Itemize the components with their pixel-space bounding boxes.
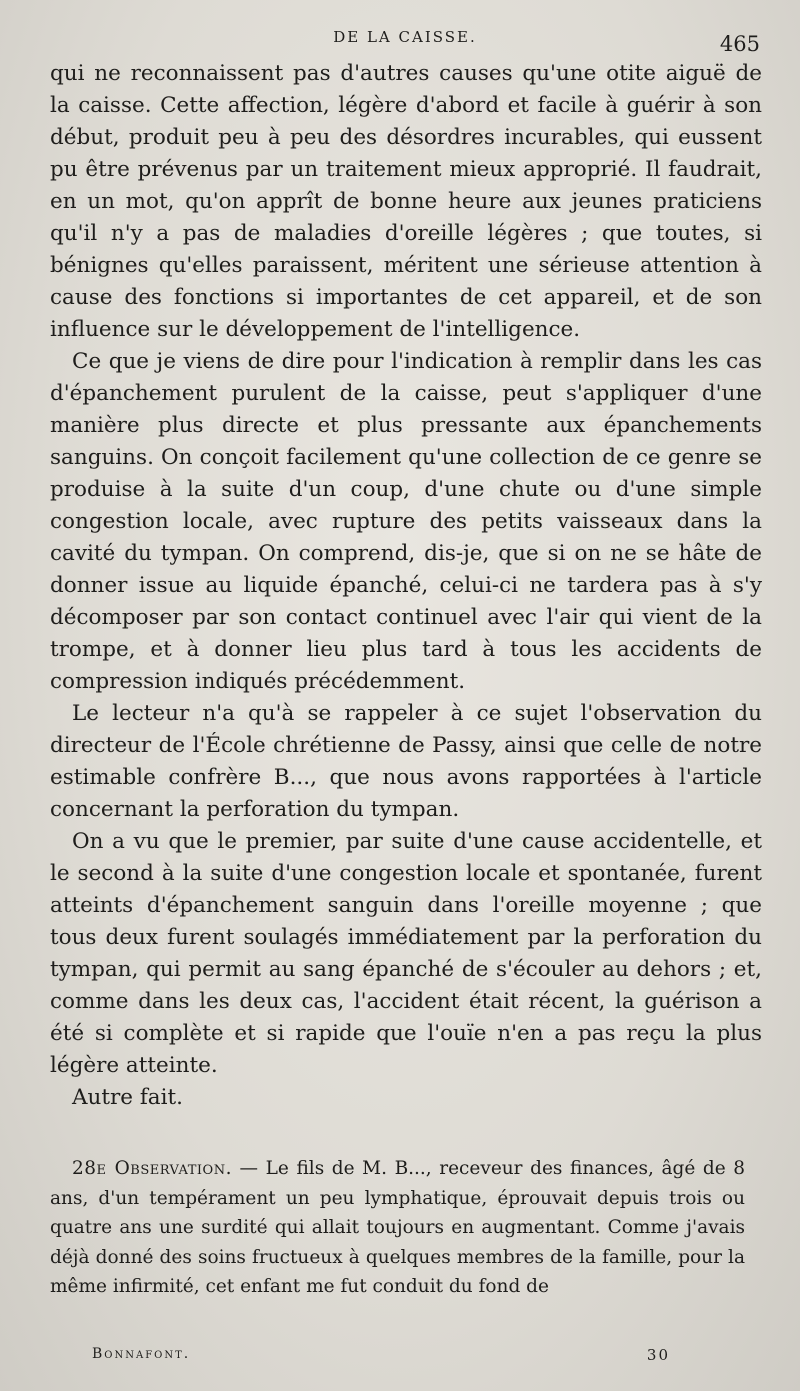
signature-line xyxy=(92,1346,670,1362)
paragraph-autre-fait: Autre fait. xyxy=(72,1085,183,1110)
observation-28 xyxy=(50,1154,745,1302)
paragraph-premier-second: On a vu que le premier, par suite d'une cause accidentelle, et le second à la suite d'une congestion locale et spontanée, furent atteints d'épanchement sanguin dans l'oreille moyenne ; que tous deux furent soulagés immédiatement par la perforation du tympan, qui permit au sang épanché de s'écouler au dehors ; et, comme dans les deux cas, l'accident était récent, la guérison a été si complète et si rapide que l'ouïe n'en a pas reçu la plus légère atteinte. xyxy=(50,829,762,1078)
running-head xyxy=(50,22,760,58)
observation-text: — Le fils de M. B..., receveur des finances, âgé de 8 ans, d'un tempérament un peu lymphatique, éprouvait depuis trois ou quatre ans une surdité qui allait toujours en augmentant. Comme j'avais déjà donné des soins fructueux à quelques membres de la famille, pour la même infirmité, cet enfant me fut conduit du fond de xyxy=(50,1158,745,1297)
observation-label: 28e Observation. xyxy=(72,1158,232,1179)
paragraph-lecteur: Le lecteur n'a qu'à se rappeler à ce sujet l'observation du directeur de l'École chrétienne de Passy, ainsi que celle de notre estimable confrère B..., que nous avons rapportées à l'article concernant la perforation du tympan. xyxy=(50,701,762,822)
printer-signature: Bonnafont. xyxy=(92,1346,191,1362)
page-number: 465 xyxy=(719,32,760,56)
body-text xyxy=(50,58,762,1114)
paragraph-epanchements: Ce que je viens de dire pour l'indication à remplir dans les cas d'épanchement purulent de la caisse, peut s'appliquer d'une manière plus directe et plus pressante aux épanchements sanguins. On conçoit facilement qu'une collection de ce genre se produise à la suite d'un coup, d'une chute ou d'une simple congestion locale, avec rupture des petits vaisseaux dans la cavité du tympan. On comprend, dis-je, que si on ne se hâte de donner issue au liquide épanché, celui-ci ne tardera pas à s'y décomposer par son contact continuel avec l'air qui vient de la trompe, et à donner lieu plus tard à tous les accidents de compression indiqués précédemment. xyxy=(50,349,762,694)
signature-number: 30 xyxy=(646,1346,670,1364)
running-title: DE LA CAISSE. xyxy=(333,28,477,46)
paragraph-continuation: qui ne reconnaissent pas d'autres causes qu'une otite aiguë de la caisse. Cette affection, légère d'abord et facile à guérir à son début, produit peu à peu des désordres incurables, qui eussent pu être prévenus par un traitement mieux approprié. Il faudrait, en un mot, qu'on apprît de bonne heure aux jeunes praticiens qu'il n'y a pas de maladies d'oreille légères ; que toutes, si bénignes qu'elles paraissent, méritent une sérieuse attention à cause des fonctions si importantes de cet appareil, et de son influence sur le développement de l'intelligence. xyxy=(50,61,762,342)
